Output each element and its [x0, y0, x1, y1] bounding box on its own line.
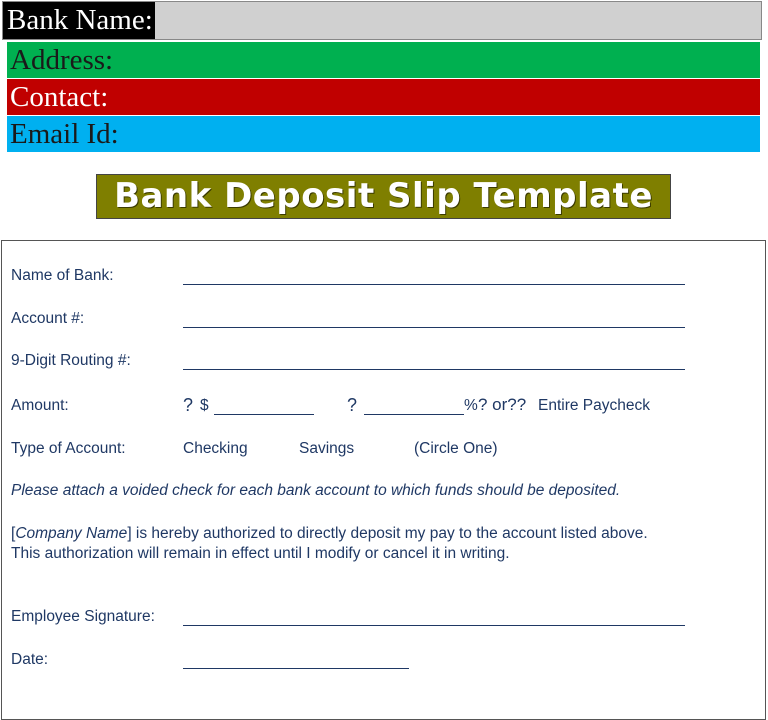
amount-label: Amount:	[11, 397, 69, 414]
type-of-account-label: Type of Account:	[11, 440, 126, 457]
account-line[interactable]	[183, 327, 685, 328]
amount-dollar-line[interactable]	[214, 414, 314, 415]
amount-dollar-sign: $	[200, 397, 209, 414]
auth-bracket-open: [	[11, 525, 16, 542]
date-line[interactable]	[183, 668, 409, 669]
bank-name-label: Bank Name:	[3, 2, 155, 39]
routing-label: 9-Digit Routing #:	[11, 352, 131, 369]
contact-row	[7, 79, 760, 115]
auth-line1-rest: ] is hereby authorized to directly deposit my pay to the account listed above.	[127, 525, 648, 542]
type-savings-option[interactable]: Savings	[299, 440, 355, 457]
address-row	[7, 42, 760, 78]
page-title: Bank Deposit Slip Template	[96, 174, 671, 219]
email-label: Email Id:	[10, 118, 119, 150]
name-of-bank-label: Name of Bank:	[11, 267, 114, 284]
type-checking-option[interactable]: Checking	[183, 440, 248, 457]
deposit-form	[1, 240, 766, 720]
type-circle-one-note: (Circle One)	[414, 440, 498, 457]
date-label: Date:	[11, 651, 49, 668]
authorization-line-1	[11, 525, 648, 543]
amount-entire-paycheck[interactable]: Entire Paycheck	[538, 397, 650, 414]
contact-label: Contact:	[10, 81, 109, 113]
amount-percent-line[interactable]	[364, 414, 464, 415]
employee-signature-line[interactable]	[183, 625, 685, 626]
amount-percent-sign: %	[464, 397, 478, 414]
amount-option-2-glyph[interactable]: ?	[347, 395, 358, 415]
attach-check-note: Please attach a voided check for each bank account to which funds should be deposited.	[11, 482, 621, 499]
email-row	[7, 116, 760, 152]
authorization-line-2: This authorization will remain in effect until I modify or cancel it in writing.	[11, 545, 510, 562]
company-name-placeholder[interactable]: Company Name	[15, 525, 128, 542]
bank-name-row	[2, 1, 762, 40]
address-label: Address:	[10, 44, 114, 76]
amount-or-text: ? or??	[478, 395, 527, 414]
name-of-bank-line[interactable]	[183, 284, 685, 285]
routing-line[interactable]	[183, 369, 685, 370]
employee-signature-label: Employee Signature:	[11, 608, 155, 625]
account-label: Account #:	[11, 310, 85, 327]
amount-option-1-glyph[interactable]: ?	[183, 395, 194, 415]
